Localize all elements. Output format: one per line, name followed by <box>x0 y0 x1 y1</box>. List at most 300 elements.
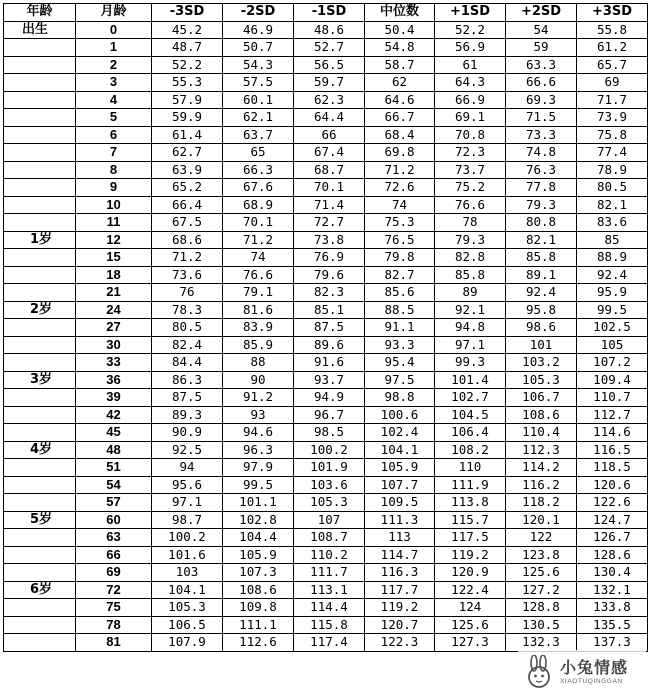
value-cell: 65.2 <box>152 179 223 197</box>
value-cell: 88.5 <box>365 301 435 319</box>
table-row <box>4 144 648 162</box>
value-cell: 94 <box>152 459 223 477</box>
value-cell: 55.8 <box>577 21 648 39</box>
age-cell <box>4 616 76 634</box>
value-cell: 118.5 <box>577 459 648 477</box>
table-row <box>4 389 648 407</box>
value-cell: 67.5 <box>152 214 223 232</box>
value-cell: 97.1 <box>152 494 223 512</box>
month-cell: 57 <box>76 494 152 512</box>
value-cell: 116.3 <box>365 564 435 582</box>
month-cell: 11 <box>76 214 152 232</box>
value-cell: 62.3 <box>294 91 365 109</box>
value-cell: 105.3 <box>294 494 365 512</box>
table-row <box>4 126 648 144</box>
value-cell: 99.5 <box>223 476 294 494</box>
value-cell: 70.8 <box>435 126 506 144</box>
value-cell: 82.4 <box>152 336 223 354</box>
value-cell: 71.2 <box>152 249 223 267</box>
value-cell: 46.9 <box>223 21 294 39</box>
age-cell: 5岁 <box>4 511 76 529</box>
value-cell: 85.9 <box>223 336 294 354</box>
value-cell: 102.5 <box>577 319 648 337</box>
value-cell: 104.1 <box>365 441 435 459</box>
value-cell: 63.3 <box>506 56 577 74</box>
value-cell: 89.3 <box>152 406 223 424</box>
value-cell: 48.7 <box>152 39 223 57</box>
value-cell: 107.3 <box>223 564 294 582</box>
value-cell: 57.9 <box>152 91 223 109</box>
value-cell: 128.8 <box>506 599 577 617</box>
age-cell: 6岁 <box>4 581 76 599</box>
value-cell: 94.6 <box>223 424 294 442</box>
value-cell: 93.7 <box>294 371 365 389</box>
table-row <box>4 441 648 459</box>
value-cell: 137.3 <box>577 634 648 652</box>
age-cell <box>4 546 76 564</box>
month-cell: 2 <box>76 56 152 74</box>
value-cell: 63.7 <box>223 126 294 144</box>
value-cell: 66.4 <box>152 196 223 214</box>
value-cell: 69.1 <box>435 109 506 127</box>
table-row <box>4 634 648 652</box>
value-cell: 92.1 <box>435 301 506 319</box>
age-cell <box>4 39 76 57</box>
month-cell: 7 <box>76 144 152 162</box>
table-row <box>4 214 648 232</box>
header-age: 年龄 <box>4 4 76 22</box>
value-cell: 71.5 <box>506 109 577 127</box>
value-cell: 96.7 <box>294 406 365 424</box>
month-cell: 0 <box>76 21 152 39</box>
month-cell: 75 <box>76 599 152 617</box>
value-cell: 107.9 <box>152 634 223 652</box>
table-row <box>4 231 648 249</box>
value-cell: 87.5 <box>294 319 365 337</box>
value-cell: 114.7 <box>365 546 435 564</box>
table-row <box>4 354 648 372</box>
value-cell: 93.3 <box>365 336 435 354</box>
age-cell <box>4 389 76 407</box>
age-cell <box>4 91 76 109</box>
age-cell: 3岁 <box>4 371 76 389</box>
value-cell: 100.6 <box>365 406 435 424</box>
header-minus3sd: -3SD <box>152 4 223 22</box>
value-cell: 68.9 <box>223 196 294 214</box>
value-cell: 122 <box>506 529 577 547</box>
value-cell: 92.4 <box>577 266 648 284</box>
month-cell: 12 <box>76 231 152 249</box>
value-cell: 85.1 <box>294 301 365 319</box>
value-cell: 100.2 <box>294 441 365 459</box>
month-cell: 36 <box>76 371 152 389</box>
month-cell: 18 <box>76 266 152 284</box>
value-cell: 110 <box>435 459 506 477</box>
table-row <box>4 196 648 214</box>
month-cell: 42 <box>76 406 152 424</box>
value-cell: 90 <box>223 371 294 389</box>
table-row <box>4 564 648 582</box>
value-cell: 98.5 <box>294 424 365 442</box>
age-cell <box>4 529 76 547</box>
age-cell <box>4 424 76 442</box>
value-cell: 73.9 <box>577 109 648 127</box>
value-cell: 75.2 <box>435 179 506 197</box>
value-cell: 73.3 <box>506 126 577 144</box>
value-cell: 94.8 <box>435 319 506 337</box>
table-row <box>4 284 648 302</box>
value-cell: 65.7 <box>577 56 648 74</box>
value-cell: 61.2 <box>577 39 648 57</box>
value-cell: 68.7 <box>294 161 365 179</box>
value-cell: 62.7 <box>152 144 223 162</box>
value-cell: 105.9 <box>223 546 294 564</box>
age-cell <box>4 284 76 302</box>
value-cell: 109.8 <box>223 599 294 617</box>
header-median: 中位数 <box>365 4 435 22</box>
value-cell: 105.3 <box>506 371 577 389</box>
table-body <box>4 21 648 651</box>
value-cell: 76.5 <box>365 231 435 249</box>
value-cell: 99.5 <box>577 301 648 319</box>
table-row <box>4 511 648 529</box>
value-cell: 73.8 <box>294 231 365 249</box>
value-cell: 115.8 <box>294 616 365 634</box>
value-cell: 67.4 <box>294 144 365 162</box>
value-cell: 95.6 <box>152 476 223 494</box>
value-cell: 92.4 <box>506 284 577 302</box>
value-cell: 84.4 <box>152 354 223 372</box>
header-minus1sd: -1SD <box>294 4 365 22</box>
value-cell: 120.1 <box>506 511 577 529</box>
value-cell: 132.3 <box>506 634 577 652</box>
value-cell: 113 <box>365 529 435 547</box>
value-cell: 74 <box>223 249 294 267</box>
value-cell: 112.6 <box>223 634 294 652</box>
value-cell: 70.1 <box>223 214 294 232</box>
growth-standard-table <box>3 3 648 652</box>
table-row <box>4 39 648 57</box>
value-cell: 89 <box>435 284 506 302</box>
month-cell: 45 <box>76 424 152 442</box>
value-cell: 95.9 <box>577 284 648 302</box>
value-cell: 55.3 <box>152 74 223 92</box>
value-cell: 114.2 <box>506 459 577 477</box>
value-cell: 72.3 <box>435 144 506 162</box>
header-plus2sd: +2SD <box>506 4 577 22</box>
month-cell: 8 <box>76 161 152 179</box>
month-cell: 51 <box>76 459 152 477</box>
value-cell: 128.6 <box>577 546 648 564</box>
value-cell: 78 <box>435 214 506 232</box>
value-cell: 71.4 <box>294 196 365 214</box>
value-cell: 109.4 <box>577 371 648 389</box>
value-cell: 76.9 <box>294 249 365 267</box>
age-cell <box>4 336 76 354</box>
value-cell: 104.5 <box>435 406 506 424</box>
value-cell: 82.1 <box>577 196 648 214</box>
table-row <box>4 91 648 109</box>
value-cell: 105 <box>577 336 648 354</box>
value-cell: 85 <box>577 231 648 249</box>
month-cell: 5 <box>76 109 152 127</box>
value-cell: 82.7 <box>365 266 435 284</box>
value-cell: 120.7 <box>365 616 435 634</box>
value-cell: 127.3 <box>435 634 506 652</box>
month-cell: 69 <box>76 564 152 582</box>
month-cell: 27 <box>76 319 152 337</box>
month-cell: 66 <box>76 546 152 564</box>
month-cell: 9 <box>76 179 152 197</box>
value-cell: 83.6 <box>577 214 648 232</box>
month-cell: 3 <box>76 74 152 92</box>
header-plus1sd: +1SD <box>435 4 506 22</box>
value-cell: 71.2 <box>365 161 435 179</box>
value-cell: 86.3 <box>152 371 223 389</box>
age-cell <box>4 214 76 232</box>
age-cell <box>4 56 76 74</box>
value-cell: 112.7 <box>577 406 648 424</box>
value-cell: 83.9 <box>223 319 294 337</box>
age-cell <box>4 459 76 477</box>
age-cell: 1岁 <box>4 231 76 249</box>
age-cell <box>4 599 76 617</box>
value-cell: 59.7 <box>294 74 365 92</box>
value-cell: 79.3 <box>435 231 506 249</box>
value-cell: 69.8 <box>365 144 435 162</box>
value-cell: 78.3 <box>152 301 223 319</box>
value-cell: 69 <box>577 74 648 92</box>
value-cell: 52.2 <box>435 21 506 39</box>
value-cell: 94.9 <box>294 389 365 407</box>
value-cell: 101.6 <box>152 546 223 564</box>
value-cell: 54 <box>506 21 577 39</box>
value-cell: 96.3 <box>223 441 294 459</box>
value-cell: 50.4 <box>365 21 435 39</box>
table-row <box>4 301 648 319</box>
value-cell: 66.3 <box>223 161 294 179</box>
value-cell: 119.2 <box>365 599 435 617</box>
age-cell <box>4 109 76 127</box>
table-row <box>4 21 648 39</box>
value-cell: 67.6 <box>223 179 294 197</box>
age-cell <box>4 144 76 162</box>
value-cell: 110.7 <box>577 389 648 407</box>
value-cell: 60.1 <box>223 91 294 109</box>
value-cell: 127.2 <box>506 581 577 599</box>
value-cell: 59.9 <box>152 109 223 127</box>
age-cell <box>4 266 76 284</box>
month-cell: 63 <box>76 529 152 547</box>
value-cell: 116.2 <box>506 476 577 494</box>
value-cell: 98.6 <box>506 319 577 337</box>
value-cell: 110.2 <box>294 546 365 564</box>
value-cell: 122.3 <box>365 634 435 652</box>
value-cell: 102.7 <box>435 389 506 407</box>
value-cell: 135.5 <box>577 616 648 634</box>
value-cell: 68.6 <box>152 231 223 249</box>
value-cell: 101.4 <box>435 371 506 389</box>
value-cell: 107.2 <box>577 354 648 372</box>
value-cell: 76.6 <box>435 196 506 214</box>
value-cell: 125.6 <box>506 564 577 582</box>
value-cell: 120.9 <box>435 564 506 582</box>
value-cell: 107.7 <box>365 476 435 494</box>
value-cell: 87.5 <box>152 389 223 407</box>
table-row <box>4 546 648 564</box>
value-cell: 114.4 <box>294 599 365 617</box>
table-row <box>4 424 648 442</box>
value-cell: 113.1 <box>294 581 365 599</box>
table-row <box>4 266 648 284</box>
value-cell: 76.6 <box>223 266 294 284</box>
value-cell: 106.4 <box>435 424 506 442</box>
month-cell: 15 <box>76 249 152 267</box>
value-cell: 81.6 <box>223 301 294 319</box>
value-cell: 98.7 <box>152 511 223 529</box>
value-cell: 102.8 <box>223 511 294 529</box>
value-cell: 85.6 <box>365 284 435 302</box>
age-cell <box>4 74 76 92</box>
value-cell: 116.5 <box>577 441 648 459</box>
value-cell: 95.8 <box>506 301 577 319</box>
age-cell <box>4 126 76 144</box>
month-cell: 10 <box>76 196 152 214</box>
value-cell: 110.4 <box>506 424 577 442</box>
value-cell: 95.4 <box>365 354 435 372</box>
value-cell: 101 <box>506 336 577 354</box>
month-cell: 24 <box>76 301 152 319</box>
value-cell: 82.8 <box>435 249 506 267</box>
value-cell: 106.7 <box>506 389 577 407</box>
value-cell: 104.1 <box>152 581 223 599</box>
value-cell: 120.6 <box>577 476 648 494</box>
value-cell: 54.3 <box>223 56 294 74</box>
value-cell: 108.6 <box>223 581 294 599</box>
value-cell: 56.9 <box>435 39 506 57</box>
table-row <box>4 74 648 92</box>
value-cell: 122.6 <box>577 494 648 512</box>
header-plus3sd: +3SD <box>577 4 648 22</box>
value-cell: 133.8 <box>577 599 648 617</box>
value-cell: 80.5 <box>152 319 223 337</box>
value-cell: 102.4 <box>365 424 435 442</box>
value-cell: 71.2 <box>223 231 294 249</box>
age-cell <box>4 634 76 652</box>
age-cell: 2岁 <box>4 301 76 319</box>
value-cell: 72.7 <box>294 214 365 232</box>
value-cell: 74 <box>365 196 435 214</box>
value-cell: 76.3 <box>506 161 577 179</box>
value-cell: 85.8 <box>435 266 506 284</box>
table-row <box>4 161 648 179</box>
value-cell: 80.8 <box>506 214 577 232</box>
value-cell: 108.6 <box>506 406 577 424</box>
value-cell: 101.1 <box>223 494 294 512</box>
value-cell: 77.8 <box>506 179 577 197</box>
value-cell: 70.1 <box>294 179 365 197</box>
age-cell <box>4 179 76 197</box>
value-cell: 111.3 <box>365 511 435 529</box>
month-cell: 48 <box>76 441 152 459</box>
value-cell: 79.6 <box>294 266 365 284</box>
month-cell: 78 <box>76 616 152 634</box>
value-cell: 73.6 <box>152 266 223 284</box>
month-cell: 21 <box>76 284 152 302</box>
table-row <box>4 581 648 599</box>
value-cell: 124.7 <box>577 511 648 529</box>
value-cell: 89.1 <box>506 266 577 284</box>
value-cell: 104.4 <box>223 529 294 547</box>
month-cell: 6 <box>76 126 152 144</box>
value-cell: 64.3 <box>435 74 506 92</box>
value-cell: 69.3 <box>506 91 577 109</box>
value-cell: 105.3 <box>152 599 223 617</box>
value-cell: 79.1 <box>223 284 294 302</box>
table-row <box>4 336 648 354</box>
watermark-subtext: XIAOTUQINGGAN <box>560 677 623 685</box>
rabbit-logo-icon <box>524 655 554 689</box>
value-cell: 66.6 <box>506 74 577 92</box>
value-cell: 123.8 <box>506 546 577 564</box>
value-cell: 99.3 <box>435 354 506 372</box>
value-cell: 68.4 <box>365 126 435 144</box>
value-cell: 130.4 <box>577 564 648 582</box>
value-cell: 108.2 <box>435 441 506 459</box>
age-cell <box>4 476 76 494</box>
value-cell: 54.8 <box>365 39 435 57</box>
table-row <box>4 459 648 477</box>
value-cell: 82.1 <box>506 231 577 249</box>
value-cell: 100.2 <box>152 529 223 547</box>
value-cell: 109.5 <box>365 494 435 512</box>
age-cell <box>4 319 76 337</box>
month-cell: 54 <box>76 476 152 494</box>
value-cell: 111.9 <box>435 476 506 494</box>
month-cell: 1 <box>76 39 152 57</box>
value-cell: 101.9 <box>294 459 365 477</box>
value-cell: 113.8 <box>435 494 506 512</box>
value-cell: 91.1 <box>365 319 435 337</box>
month-cell: 33 <box>76 354 152 372</box>
value-cell: 71.7 <box>577 91 648 109</box>
value-cell: 75.3 <box>365 214 435 232</box>
value-cell: 58.7 <box>365 56 435 74</box>
value-cell: 65 <box>223 144 294 162</box>
value-cell: 62.1 <box>223 109 294 127</box>
value-cell: 103.6 <box>294 476 365 494</box>
age-cell <box>4 494 76 512</box>
value-cell: 90.9 <box>152 424 223 442</box>
value-cell: 79.8 <box>365 249 435 267</box>
value-cell: 82.3 <box>294 284 365 302</box>
value-cell: 119.2 <box>435 546 506 564</box>
table-row <box>4 371 648 389</box>
value-cell: 117.4 <box>294 634 365 652</box>
value-cell: 62 <box>365 74 435 92</box>
value-cell: 105.9 <box>365 459 435 477</box>
value-cell: 80.5 <box>577 179 648 197</box>
value-cell: 118.2 <box>506 494 577 512</box>
value-cell: 114.6 <box>577 424 648 442</box>
table-row <box>4 109 648 127</box>
age-cell <box>4 354 76 372</box>
month-cell: 4 <box>76 91 152 109</box>
value-cell: 64.6 <box>365 91 435 109</box>
value-cell: 91.2 <box>223 389 294 407</box>
value-cell: 59 <box>506 39 577 57</box>
age-cell: 4岁 <box>4 441 76 459</box>
